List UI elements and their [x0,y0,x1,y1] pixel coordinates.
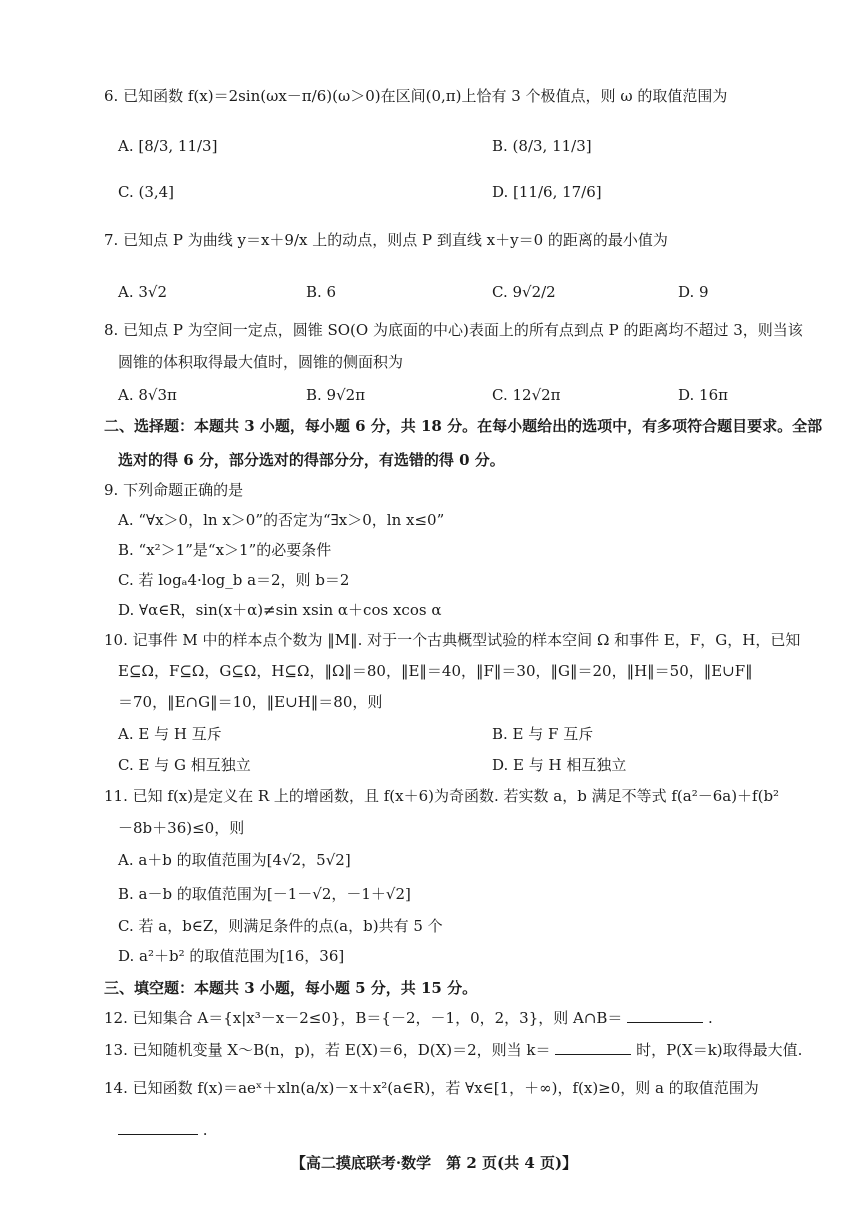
q14-end: . [202,1121,208,1139]
q11-option-a: A. a＋b 的取值范围为[4√2，5√2] [118,851,351,869]
q8-option-a: A. 8√3π [118,386,177,404]
q10-stem-line1: 10. 记事件 M 中的样本点个数为 ‖M‖. 对于一个古典概型试验的样本空间 Ω 和事件 E，F，G，H，已知 [104,631,801,649]
q12-answer-blank[interactable] [627,1008,703,1023]
q10-option-b: B. E 与 F 互斥 [492,725,594,743]
q10-stem-line3: ＝70，‖E∩G‖＝10，‖E∪H‖＝80，则 [118,693,383,711]
q6-option-b: B. (8/3, 11/3] [492,137,592,155]
q10-option-d: D. E 与 H 相互独立 [492,756,627,774]
q9-stem: 9. 下列命题正确的是 [104,481,244,499]
q7-option-c: C. 9√2/2 [492,283,556,301]
q11-option-b: B. a－b 的取值范围为[－1－√2，－1＋√2] [118,885,411,903]
page-footer: 【高二摸底联考·数学 第 2 页(共 4 页)】 [290,1154,578,1172]
q12-line [104,1008,713,1028]
q13-stem: 13. 已知随机变量 X～B(n，p)，若 E(X)＝6，D(X)＝2，则当 k＝ [104,1041,551,1059]
q7-stem: 7. 已知点 P 为曲线 y＝x＋9/x 上的动点，则点 P 到直线 x＋y＝0 的距离的最小值为 [104,231,668,249]
q6-option-d: D. [11/6, 17/6] [492,183,602,201]
q9-option-c: C. 若 logₐ4·log_b a＝2，则 b＝2 [118,571,350,589]
q9-option-b: B. “x²＞1”是“x＞1”的必要条件 [118,541,332,559]
q12-end: . [708,1009,713,1027]
q14-stem: 14. 已知函数 f(x)＝aeˣ＋xln(a/x)－x＋x²(a∈R)，若 ∀x∈[1，＋∞)，f(x)≥0，则 a 的取值范围为 [104,1079,759,1097]
q6-option-a: A. [8/3, 11/3] [118,137,218,155]
q13-line [104,1040,802,1060]
q9-option-d: D. ∀α∈R，sin(x＋α)≠sin xsin α＋cos xcos α [118,601,442,619]
q6-stem: 6. 已知函数 f(x)＝2sin(ωx－π/6)(ω＞0)在区间(0,π)上恰有 3 个极值点，则 ω 的取值范围为 [104,87,728,105]
q7-option-b: B. 6 [306,283,337,301]
q8-option-c: C. 12√2π [492,386,561,404]
q9-option-a: A. “∀x＞0，ln x＞0”的否定为“∃x＞0，ln x≤0” [118,511,445,529]
q11-stem-line1: 11. 已知 f(x)是定义在 R 上的增函数，且 f(x＋6)为奇函数. 若实数 a，b 满足不等式 f(a²－6a)＋f(b² [104,787,780,805]
q8-option-d: D. 16π [678,386,728,404]
q14-answer-line [118,1120,208,1140]
q11-stem-line2: －8b＋36)≤0，则 [118,819,245,837]
q8-option-b: B. 9√2π [306,386,366,404]
q10-stem-line2: E⊆Ω，F⊆Ω，G⊆Ω，H⊆Ω，‖Ω‖＝80，‖E‖＝40，‖F‖＝30，‖G‖＝20，‖H‖＝50，‖E∪F‖ [118,662,753,680]
q8-stem-line1: 8. 已知点 P 为空间一定点，圆锥 SO(O 为底面的中心)表面上的所有点到点 P 的距离均不超过 3，则当该 [104,321,803,339]
q13-answer-blank[interactable] [555,1040,631,1055]
q13-end: 时，P(X＝k)取得最大值. [636,1041,803,1059]
q11-option-c: C. 若 a，b∈Z，则满足条件的点(a，b)共有 5 个 [118,917,443,935]
section2-heading-line2: 选对的得 6 分，部分选对的得部分分，有选错的得 0 分。 [118,451,505,469]
q8-stem-line2: 圆锥的体积取得最大值时，圆锥的侧面积为 [118,353,404,371]
q10-option-a: A. E 与 H 互斥 [118,725,222,743]
section2-heading-line1: 二、选择题：本题共 3 小题，每小题 6 分，共 18 分。在每小题给出的选项中，有多项符合题目要求。全部 [104,417,823,435]
q7-option-a: A. 3√2 [118,283,168,301]
q14-answer-blank[interactable] [118,1120,198,1135]
q10-option-c: C. E 与 G 相互独立 [118,756,251,774]
q7-option-d: D. 9 [678,283,709,301]
q6-option-c: C. (3,4] [118,183,175,201]
q12-stem: 12. 已知集合 A＝{x|x³－x－2≤0}，B＝{－2，－1，0，2，3}，则 A∩B＝ [104,1009,623,1027]
section3-heading: 三、填空题：本题共 3 小题，每小题 5 分，共 15 分。 [104,979,478,997]
q11-option-d: D. a²＋b² 的取值范围为[16，36] [118,947,345,965]
